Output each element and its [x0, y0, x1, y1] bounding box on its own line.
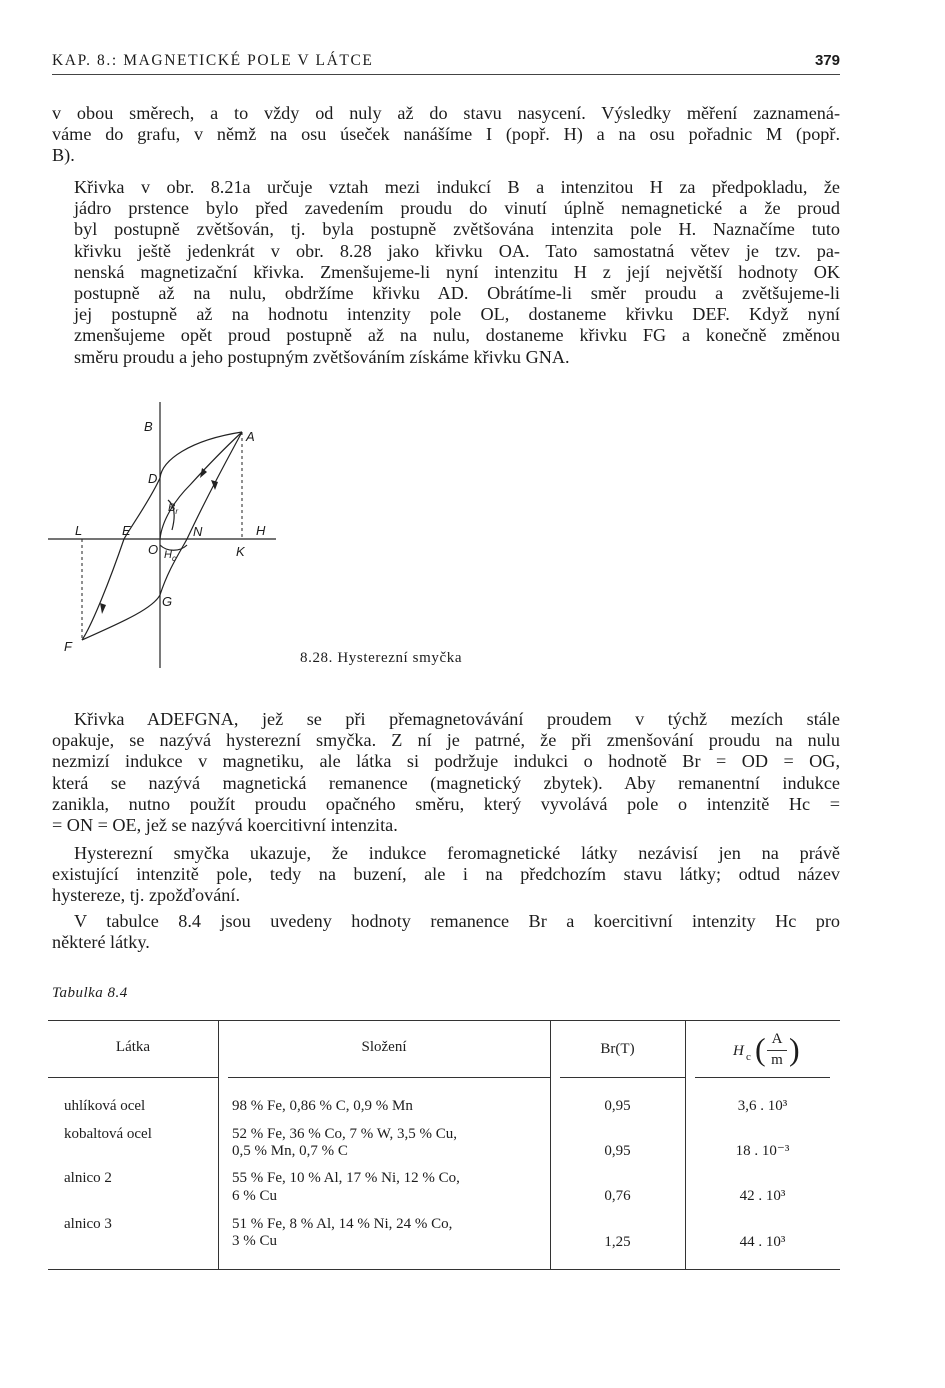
header-rule	[560, 1077, 685, 1078]
text-line: nenská magnetizační křivka. Zmenšujeme-li nyní intenzitu H z její největší hodnoty OK	[74, 261, 840, 282]
paragraph-2	[52, 177, 840, 368]
text-line: opakuje, se nazývá hysterezní smyčka. Z ní je patrné, že při zmenšování proudu na nulu	[52, 730, 840, 751]
text-line: zanikla, nutno použít proudu opačného směru, který vyvolává pole o intenzitě Hc =	[52, 793, 840, 814]
label-b: B	[144, 419, 153, 434]
label-n: N	[193, 524, 203, 539]
label-h: H	[256, 523, 266, 538]
figure-caption: 8.28. Hysterezní smyčka	[300, 650, 463, 666]
text-line: Křivka ADEFGNA, jež se při přemagnetovávání proudem v týchž mezích stále	[74, 709, 840, 729]
table-cell-composition: 3 % Cu	[232, 1233, 277, 1249]
text-line: zmenšujeme opět proud postupně až na nulu, dostaneme křivku FG a konečně změnou	[74, 325, 840, 346]
arrow-descending	[200, 468, 207, 478]
text-line: byl postupně zvětšován, tj. byla postupně zvětšována intenzita pole H. Naznačíme tuto	[74, 219, 840, 240]
text-line: váme do grafu, v němž na osu úseček nanášíme I (popř. H) a na osu pořadnic M (popř.	[52, 124, 840, 145]
table-cell-hc: 18 . 10⁻³	[735, 1143, 790, 1159]
header-rule	[48, 1077, 218, 1078]
text-line: V tabulce 8.4 jsou uvedeny hodnoty remanence Br a koercitivní intenzity Hc pro	[74, 911, 840, 931]
label-e: E	[122, 523, 131, 538]
label-d: D	[148, 471, 158, 486]
label-g: G	[162, 594, 173, 609]
table-cell-hc: 44 . 10³	[739, 1234, 786, 1250]
label-f: F	[64, 639, 72, 654]
virgin-curve	[160, 432, 242, 539]
label-o: O	[148, 542, 159, 557]
table-cell-composition: 51 % Fe, 8 % Al, 14 % Ni, 24 % Co,	[232, 1216, 453, 1232]
header-composition: Složení	[361, 1039, 407, 1055]
table-cell-composition: 6 % Cu	[232, 1188, 277, 1204]
table-cell-composition: 98 % Fe, 0,86 % C, 0,9 % Mn	[232, 1098, 413, 1114]
table-cell-br: 0,95	[604, 1098, 631, 1114]
text-line: křivku ještě jedenkrát v obr. 8.28 jako křivku OA. Tato samostatná větev je tzv. pa-	[74, 240, 840, 261]
header-hc: H c ( A m )	[733, 1031, 800, 1068]
chapter-title: KAP. 8.: MAGNETICKÉ POLE V LÁTCE	[52, 52, 374, 69]
label-a: A	[246, 429, 255, 444]
table-cell-material: alnico 3	[64, 1216, 112, 1232]
table-cell-composition: 55 % Fe, 10 % Al, 17 % Ni, 12 % Co,	[232, 1170, 460, 1186]
text-line: hystereze, tj. zpožďování.	[52, 885, 241, 906]
table-cell-material: alnico 2	[64, 1170, 112, 1186]
text-line: nezmizí indukce v magnetiku, ale látka si podržuje indukci o hodnotě Br = OD = OG,	[52, 751, 840, 772]
text-line: B).	[52, 145, 75, 166]
text-line: která se nazývá magnetická remanence (magnetický zbytek). Aby remanentní indukce	[52, 772, 840, 793]
text-line: jádro prstence bylo před zavedením proudu do vinutí úplně nemagnetické a že proud	[74, 198, 840, 219]
paragraph-1	[52, 103, 840, 167]
table-cell-composition: 0,5 % Mn, 0,7 % C	[232, 1143, 348, 1159]
text-line: Hysterezní smyčka ukazuje, že indukce feromagnetické látky nezávisí jen na právě	[74, 843, 840, 863]
label-l: L	[75, 523, 83, 538]
paragraph-5	[52, 911, 840, 953]
column-divider	[218, 1021, 219, 1269]
table-cell-material: kobaltová ocel	[64, 1126, 152, 1142]
text-line: směru proudu a jeho postupným zvětšováním získáme křivku GNA.	[74, 346, 570, 367]
text-line: = ON = OE, jež se nazývá koercitivní intenzita.	[52, 814, 398, 835]
table-cell-material: uhlíková ocel	[64, 1098, 146, 1114]
table-caption: Tabulka 8.4	[52, 985, 128, 1001]
header-material: Látka	[115, 1039, 151, 1055]
text-line: postupně až na nulu, obdržíme křivku AD. Obrátíme-li směr proudu a zvětšujeme-li	[74, 282, 840, 303]
label-br: $B_r$	[168, 502, 179, 517]
paragraph-3	[52, 709, 840, 836]
table-cell-hc: 3,6 . 10³	[737, 1098, 788, 1114]
label-k: K	[236, 544, 245, 559]
page-number: 379	[814, 52, 840, 69]
header-rule	[228, 1077, 550, 1078]
table-cell-composition: 52 % Fe, 36 % Co, 7 % W, 3,5 % Cu,	[232, 1126, 457, 1142]
text-line: některé látky.	[52, 932, 150, 953]
hysteresis-loop-figure	[40, 400, 290, 675]
table-cell-br: 0,76	[604, 1188, 631, 1204]
paragraph-4	[52, 843, 840, 907]
text-line: existující intenzitě pole, tedy na buzení, ale i na předchozím stavu látky; odtud název	[52, 864, 840, 885]
table-cell-br: 1,25	[604, 1234, 631, 1250]
text-line: jej postupně až na hodnotu intenzity pole OL, dostaneme křivku DEF. Když nyní	[74, 304, 840, 325]
table-8-4	[48, 1020, 840, 1270]
header-br: Br(T)	[600, 1041, 635, 1057]
arrow-lower	[100, 603, 106, 614]
header-rule	[695, 1077, 830, 1078]
label-hc: $H_c$	[164, 549, 176, 564]
table-cell-hc: 42 . 10³	[739, 1188, 786, 1204]
text-line: Křivka v obr. 8.21a určuje vztah mezi indukcí B a intenzitou H za předpokladu, že	[74, 177, 840, 197]
running-header	[52, 50, 840, 75]
table-cell-br: 0,95	[604, 1143, 631, 1159]
text-line: v obou směrech, a to vždy od nuly až do stavu nasycení. Výsledky měření zaznamená-	[52, 103, 840, 123]
